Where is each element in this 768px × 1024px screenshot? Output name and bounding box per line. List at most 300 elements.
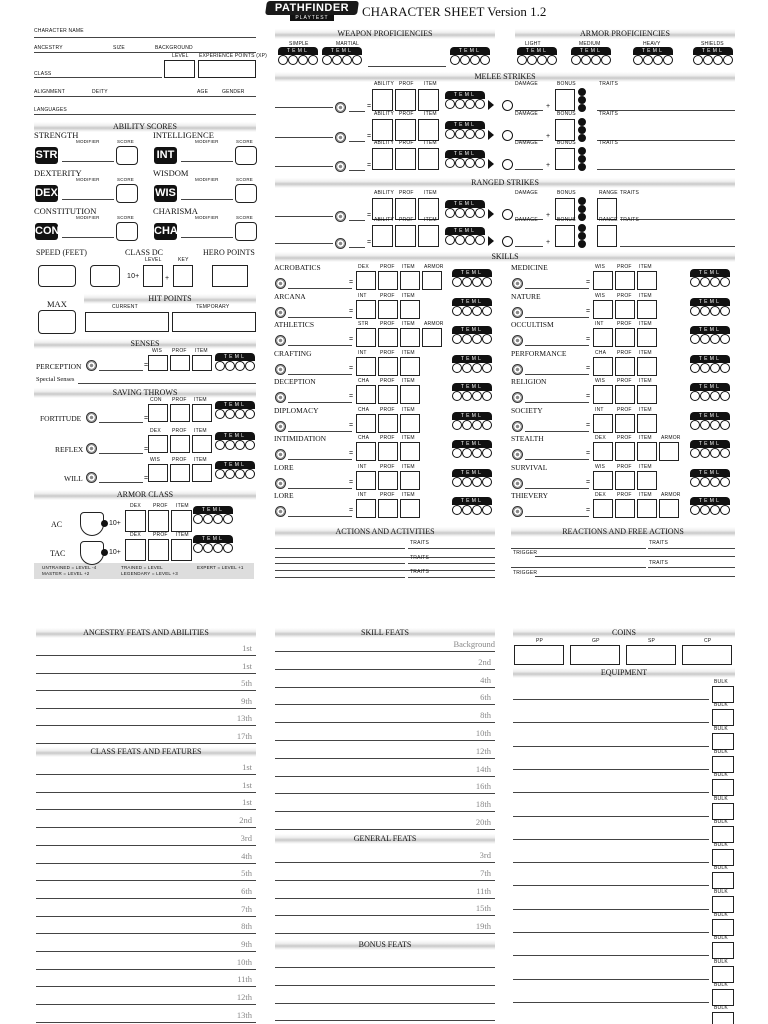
feat-level: 1st (242, 797, 252, 808)
skill-box[interactable] (637, 385, 657, 404)
skill-teml[interactable]: TEML (690, 469, 730, 488)
skill-box[interactable] (400, 385, 420, 404)
strike-box[interactable] (418, 119, 439, 141)
feat-line[interactable] (36, 986, 256, 987)
strike-teml[interactable]: TEML (445, 227, 485, 246)
skill-box[interactable] (356, 271, 376, 290)
skill-box[interactable] (615, 414, 635, 433)
plus-sign: + (546, 212, 551, 219)
equipment-line[interactable] (513, 955, 709, 956)
save-box[interactable] (148, 464, 168, 482)
martial-teml[interactable]: TEML (322, 47, 362, 66)
class-dc-box[interactable] (90, 265, 120, 287)
skill-box[interactable] (615, 442, 635, 461)
ability-abbr: CON (35, 223, 58, 240)
equals-sign: = (367, 103, 372, 110)
strike-box[interactable] (418, 225, 439, 247)
skill-ability-label: DEX (358, 264, 369, 270)
save-box[interactable] (170, 464, 190, 482)
skill-box[interactable] (356, 471, 376, 490)
save-box[interactable] (148, 435, 168, 453)
skill-teml[interactable]: TEML (690, 326, 730, 345)
skill-shield-icon (512, 307, 523, 318)
skill-box[interactable] (593, 499, 613, 518)
skill-name: SURVIVAL (511, 462, 548, 472)
skill-box[interactable] (593, 300, 613, 319)
feat-line[interactable] (275, 880, 495, 881)
save-teml[interactable]: TEML (215, 461, 255, 480)
strike-box[interactable] (395, 89, 416, 111)
attack-slot-icon (578, 205, 586, 213)
feat-line[interactable] (36, 863, 256, 864)
skill-box[interactable] (400, 442, 420, 461)
skill-box[interactable] (637, 414, 657, 433)
bulk-box[interactable] (712, 709, 734, 726)
strike-bonus-box[interactable] (555, 89, 575, 111)
save-box[interactable] (192, 404, 212, 422)
field-label: PROF (399, 190, 414, 196)
save-teml[interactable]: TEML (215, 432, 255, 451)
strike-box[interactable] (372, 148, 393, 170)
feat-line[interactable] (36, 1004, 256, 1005)
feat-line[interactable] (36, 969, 256, 970)
field-label: PROF (380, 264, 395, 270)
die-icon (502, 159, 513, 170)
current-hp-box[interactable] (85, 312, 169, 332)
feat-line[interactable] (275, 898, 495, 899)
character-name-label: CHARACTER NAME (34, 28, 84, 34)
skill-box[interactable] (378, 471, 398, 490)
skill-box[interactable] (593, 471, 613, 490)
equals-sign: = (367, 239, 372, 246)
hero-points-box[interactable] (212, 265, 248, 287)
save-shield-icon (86, 443, 97, 454)
skill-box[interactable] (356, 414, 376, 433)
field-label: PROF (380, 492, 395, 498)
bulk-box[interactable] (712, 966, 734, 983)
skill-box[interactable] (593, 385, 613, 404)
attack-slot-icon (578, 224, 586, 232)
ability-score-box[interactable] (235, 184, 257, 203)
feat-line[interactable] (36, 809, 256, 810)
skill-box[interactable] (378, 328, 398, 347)
field-label: PROF (399, 217, 414, 223)
skill-teml[interactable]: TEML (452, 298, 492, 317)
speed-box[interactable] (38, 265, 76, 287)
feat-level: Background (453, 639, 495, 649)
save-name: REFLEX (55, 445, 84, 454)
strike-teml[interactable]: TEML (445, 150, 485, 169)
equipment-line[interactable] (513, 746, 709, 747)
coin-box[interactable] (626, 645, 676, 665)
bulk-box[interactable] (712, 803, 734, 820)
equipment-line[interactable] (513, 1002, 709, 1003)
skill-box[interactable] (637, 499, 657, 518)
field-label: PROF (380, 321, 395, 327)
equipment-line[interactable] (513, 909, 709, 910)
skill-shield-icon (275, 449, 286, 460)
field-label: ITEM (424, 140, 437, 146)
medium-teml[interactable]: TEML (571, 47, 611, 66)
bulk-box[interactable] (712, 1012, 734, 1024)
skill-box[interactable] (593, 328, 613, 347)
perception-prof[interactable] (170, 355, 190, 371)
strike-box[interactable] (372, 119, 393, 141)
class-dc-level[interactable] (143, 265, 163, 287)
max-hp-box[interactable] (38, 310, 76, 334)
skill-box[interactable] (356, 385, 376, 404)
strike-bonus-box[interactable] (555, 119, 575, 141)
save-box[interactable] (192, 464, 212, 482)
strike-teml[interactable]: TEML (445, 91, 485, 110)
strike-box[interactable] (372, 225, 393, 247)
skill-ability-label: INT (595, 321, 604, 327)
skill-box[interactable] (615, 471, 635, 490)
feat-line[interactable] (36, 655, 256, 656)
feat-line[interactable] (275, 793, 495, 794)
equals-sign: = (586, 336, 591, 343)
field-label: SCORE (117, 215, 135, 220)
skill-box[interactable] (378, 442, 398, 461)
skill-box[interactable] (593, 414, 613, 433)
feat-line[interactable] (36, 845, 256, 846)
feat-line[interactable] (36, 725, 256, 726)
ac-box[interactable] (125, 510, 146, 532)
equipment-line[interactable] (513, 769, 709, 770)
feat-line[interactable] (36, 880, 256, 881)
skill-teml[interactable]: TEML (690, 497, 730, 516)
strike-box[interactable] (395, 119, 416, 141)
bulk-box[interactable] (712, 756, 734, 773)
ac-teml[interactable]: TEML (193, 506, 233, 525)
save-shield-icon (86, 472, 97, 483)
feat-line[interactable] (36, 898, 256, 899)
field-label: TRAITS (599, 140, 618, 146)
skill-box[interactable] (400, 499, 420, 518)
ac-box[interactable] (171, 539, 192, 561)
bulk-label: BULK (714, 888, 728, 895)
skill-box[interactable] (615, 271, 635, 290)
bulk-box[interactable] (712, 779, 734, 796)
range-box[interactable] (597, 225, 617, 247)
feat-level: 8th (480, 710, 491, 721)
save-box[interactable] (170, 435, 190, 453)
skill-armor-box[interactable] (422, 328, 442, 347)
bulk-label: BULK (714, 795, 728, 802)
ability-score-box[interactable] (116, 146, 138, 165)
perception-wis[interactable] (148, 355, 168, 371)
shields-teml[interactable]: TEML (693, 47, 733, 66)
skill-box[interactable] (615, 499, 635, 518)
skill-ability-label: INT (595, 406, 604, 413)
skill-box[interactable] (615, 385, 635, 404)
field-label: DEX (150, 428, 161, 434)
skill-teml[interactable]: TEML (690, 355, 730, 374)
class-dc-key[interactable] (173, 265, 193, 287)
coin-box[interactable] (514, 645, 564, 665)
ability-score-box[interactable] (116, 222, 138, 241)
bulk-box[interactable] (712, 686, 734, 703)
skill-teml[interactable]: TEML (690, 412, 730, 431)
skill-shield-icon (275, 335, 286, 346)
skill-shield-icon (512, 478, 523, 489)
plus-sign: + (546, 103, 551, 110)
attack-slot-icon (578, 96, 586, 104)
skill-box[interactable] (637, 471, 657, 490)
feat-line[interactable] (275, 829, 495, 830)
skill-box[interactable] (378, 385, 398, 404)
strike-box[interactable] (395, 148, 416, 170)
save-box[interactable] (170, 404, 190, 422)
feat-level: 13th (236, 1009, 252, 1020)
light-teml[interactable]: TEML (517, 47, 557, 66)
equals-sign: = (586, 507, 591, 514)
skill-box[interactable] (356, 328, 376, 347)
skill-ability-label: STR (358, 321, 369, 327)
field-label: ITEM (402, 349, 415, 356)
skill-box[interactable] (378, 414, 398, 433)
skill-box[interactable] (378, 300, 398, 319)
field-label: ITEM (424, 190, 437, 196)
equipment-line[interactable] (513, 699, 709, 700)
feat-line[interactable] (275, 687, 495, 688)
strike-teml[interactable]: TEML (445, 121, 485, 140)
skill-box[interactable] (378, 499, 398, 518)
field-label: SCORE (236, 215, 254, 220)
feat-line[interactable] (36, 792, 256, 793)
field-label: PROF (380, 406, 395, 413)
skill-box[interactable] (400, 300, 420, 319)
skill-name: DIPLOMACY (274, 405, 319, 415)
field-label: PROF (380, 349, 395, 356)
bulk-label: BULK (714, 748, 728, 755)
skill-armor-box[interactable] (422, 271, 442, 290)
ac-teml[interactable]: TEML (193, 535, 233, 554)
field-label: MODIFIER (195, 177, 219, 182)
die-icon (502, 236, 513, 247)
skill-box[interactable] (593, 271, 613, 290)
skill-box[interactable] (615, 357, 635, 376)
bulk-box[interactable] (712, 826, 734, 843)
skill-teml[interactable]: TEML (690, 440, 730, 459)
ability-name: CHARISMA (153, 206, 198, 216)
skill-box[interactable] (637, 357, 657, 376)
field-label: ITEM (639, 435, 652, 441)
field-label: PROF (617, 292, 632, 299)
field-label: RANGE (599, 217, 618, 223)
skill-box[interactable] (356, 357, 376, 376)
ac-box[interactable] (148, 510, 169, 532)
save-name: WILL (64, 474, 83, 483)
field-label: PROF (380, 435, 395, 441)
feat-line[interactable] (275, 862, 495, 863)
skill-armor-box[interactable] (659, 442, 679, 461)
ac-box[interactable] (171, 510, 192, 532)
perception-teml[interactable]: TEML (215, 353, 255, 372)
feat-line[interactable] (275, 811, 495, 812)
ability-score-box[interactable] (235, 146, 257, 165)
perception-item[interactable] (192, 355, 212, 371)
coin-box[interactable] (682, 645, 732, 665)
feat-line[interactable] (275, 669, 495, 670)
feat-line[interactable] (275, 704, 495, 705)
skill-teml[interactable]: TEML (690, 298, 730, 317)
ability-score-box[interactable] (116, 184, 138, 203)
skill-box[interactable] (400, 414, 420, 433)
strike-box[interactable] (418, 148, 439, 170)
feat-line[interactable] (275, 933, 495, 934)
feat-line[interactable] (275, 740, 495, 741)
skill-teml[interactable]: TEML (452, 383, 492, 402)
equals-sign: = (349, 364, 354, 372)
strike-box[interactable] (372, 89, 393, 111)
feat-line[interactable] (36, 708, 256, 709)
ac-box[interactable] (148, 539, 169, 561)
feat-line[interactable] (275, 758, 495, 759)
feat-line[interactable] (36, 690, 256, 691)
equipment-line[interactable] (513, 885, 709, 886)
plus-sign: + (546, 239, 551, 246)
skill-shield-icon (512, 278, 523, 289)
equipment-line[interactable] (513, 979, 709, 980)
feat-line[interactable] (275, 915, 495, 916)
die-icon (502, 209, 513, 220)
bulk-box[interactable] (712, 733, 734, 750)
skill-box[interactable] (400, 328, 420, 347)
strike-bonus-box[interactable] (555, 225, 575, 247)
field-label: PROF (172, 457, 187, 463)
skill-box[interactable] (593, 442, 613, 461)
skill-shield-icon (512, 392, 523, 403)
field-label: ITEM (402, 492, 415, 498)
coin-box[interactable] (570, 645, 620, 665)
xp-box[interactable] (198, 60, 256, 78)
strike-bonus-box[interactable] (555, 148, 575, 170)
save-box[interactable] (192, 435, 212, 453)
field-label: ABILITY (374, 190, 395, 196)
equals-sign: = (586, 421, 591, 429)
weapon-other-teml[interactable]: TEML (450, 47, 490, 66)
skill-box[interactable] (356, 442, 376, 461)
skill-box[interactable] (356, 300, 376, 319)
bulk-box[interactable] (712, 989, 734, 1006)
skill-box[interactable] (637, 328, 657, 347)
skill-box[interactable] (400, 357, 420, 376)
temporary-hp-box[interactable] (172, 312, 256, 332)
shield-dot-icon (101, 520, 108, 527)
skill-armor-box[interactable] (659, 499, 679, 518)
skill-box[interactable] (400, 271, 420, 290)
field-label: ITEM (402, 463, 415, 470)
skill-box[interactable] (615, 300, 635, 319)
plus-sign: + (546, 133, 551, 140)
equals-sign: = (586, 450, 591, 457)
strike-shield-icon (335, 161, 346, 172)
skill-name: SOCIETY (511, 405, 543, 415)
equipment-line[interactable] (513, 722, 709, 723)
feat-line[interactable] (36, 743, 256, 744)
strike-shield-icon (335, 238, 346, 249)
skill-ability-label: WIS (595, 264, 606, 270)
ability-score-box[interactable] (235, 222, 257, 241)
skill-teml[interactable]: TEML (452, 440, 492, 459)
skill-ability-label: DEX (595, 492, 606, 498)
strike-box[interactable] (418, 89, 439, 111)
strike-teml[interactable]: TEML (445, 200, 485, 219)
simple-teml[interactable]: TEML (278, 47, 318, 66)
field-label: ITEM (194, 428, 207, 434)
skill-box[interactable] (637, 271, 657, 290)
skill-box[interactable] (378, 357, 398, 376)
field-label: DAMAGE (515, 111, 538, 117)
bulk-box[interactable] (712, 872, 734, 889)
skill-teml[interactable]: TEML (452, 412, 492, 431)
field-label: PROF (617, 463, 632, 470)
level-box[interactable] (164, 60, 195, 78)
skill-box[interactable] (400, 471, 420, 490)
skill-box[interactable] (637, 442, 657, 461)
feat-level: 7th (480, 867, 491, 878)
feat-line[interactable] (36, 827, 256, 828)
skill-box[interactable] (637, 300, 657, 319)
skill-ability-label: CHA (358, 435, 370, 441)
skill-box[interactable] (356, 499, 376, 518)
skill-box[interactable] (615, 328, 635, 347)
equipment-line[interactable] (513, 862, 709, 863)
feat-line[interactable] (275, 776, 495, 777)
skill-teml[interactable]: TEML (452, 497, 492, 516)
feat-line[interactable] (275, 722, 495, 723)
equipment-line[interactable] (513, 839, 709, 840)
ability-name: WISDOM (153, 168, 189, 178)
bulk-label: BULK (714, 865, 728, 872)
save-box[interactable] (148, 404, 168, 422)
feat-line[interactable] (36, 933, 256, 934)
bulk-box[interactable] (712, 919, 734, 936)
feat-line[interactable] (36, 1022, 256, 1023)
ac-label: AC (51, 520, 63, 529)
skill-teml[interactable]: TEML (452, 269, 492, 288)
feat-level: 5th (241, 678, 252, 689)
feat-line[interactable] (36, 916, 256, 917)
field-label: ARMOR (424, 264, 444, 270)
strike-box[interactable] (395, 225, 416, 247)
bulk-box[interactable] (712, 896, 734, 913)
equals-sign: = (349, 279, 354, 286)
bulk-box[interactable] (712, 849, 734, 866)
feat-line[interactable] (275, 651, 495, 652)
skill-teml[interactable]: TEML (452, 355, 492, 374)
coin-label: PP (536, 638, 544, 644)
skill-teml[interactable]: TEML (690, 269, 730, 288)
equipment-line[interactable] (513, 816, 709, 817)
skill-teml[interactable]: TEML (690, 383, 730, 402)
skill-teml[interactable]: TEML (452, 326, 492, 345)
feat-line[interactable] (36, 673, 256, 674)
skill-box[interactable] (378, 271, 398, 290)
feat-line[interactable] (36, 774, 256, 775)
equipment-line[interactable] (513, 932, 709, 933)
heavy-teml[interactable]: TEML (633, 47, 673, 66)
skill-box[interactable] (593, 357, 613, 376)
bulk-box[interactable] (712, 942, 734, 959)
skill-teml[interactable]: TEML (452, 469, 492, 488)
equipment-line[interactable] (513, 792, 709, 793)
ac-box[interactable] (125, 539, 146, 561)
save-teml[interactable]: TEML (215, 401, 255, 420)
feat-line[interactable] (36, 951, 256, 952)
attack-slot-icon (578, 126, 586, 134)
